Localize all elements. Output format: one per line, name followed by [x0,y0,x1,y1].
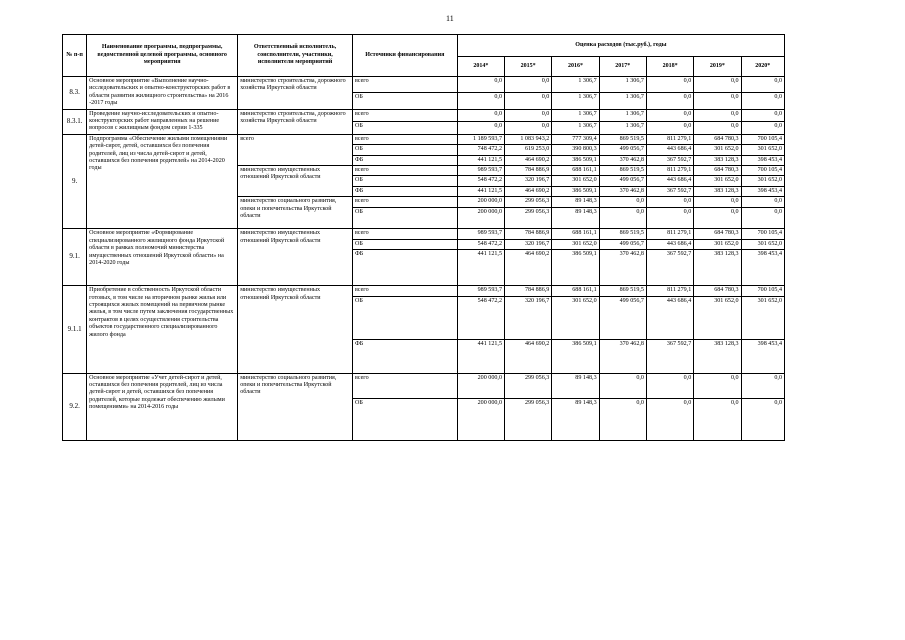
amount-cell: 0,0 [741,373,784,398]
table-row [63,229,785,239]
measure-name: Основное мероприятие «Формирование специализированного жилищного фонда Иркутской области в рамках полномочий министерства имущественных отношений Иркутской области» на 2014-2020 годы [87,229,238,286]
amount-cell: 1 306,7 [552,77,599,93]
amount-cell: 1 306,7 [552,93,599,109]
amount-cell: 1 306,7 [599,122,646,135]
amount-cell: 367 592,7 [646,339,693,373]
amount-cell: 0,0 [457,122,504,135]
amount-cell: 370 462,8 [599,186,646,196]
amount-cell: 0,0 [741,197,784,208]
amount-cell: 301 652,0 [741,239,784,249]
amount-cell: 386 509,1 [552,339,599,373]
amount-cell: 301 652,0 [741,296,784,339]
amount-cell: 386 509,1 [552,250,599,286]
amount-cell: 441 121,5 [457,250,504,286]
amount-cell: 869 519,5 [599,229,646,239]
table-row [63,286,785,296]
amount-cell: 1 083 943,2 [505,134,552,144]
amount-cell: 700 105,4 [741,166,784,176]
amount-cell: 383 128,3 [694,155,741,165]
amount-cell: 370 462,8 [599,155,646,165]
amount-cell: 0,0 [646,398,693,440]
amount-cell: 777 309,4 [552,134,599,144]
amount-cell: 619 253,0 [505,145,552,155]
amount-cell: 869 519,5 [599,166,646,176]
amount-cell: 684 780,3 [694,134,741,144]
amount-cell: 1 306,7 [599,109,646,122]
table-body [63,77,785,441]
amount-cell: 464 690,2 [505,186,552,196]
measure-name: Приобретение в собственность Иркутской области готовых, в том числе на вторичном рынке жилья или строящихся жилых помещений на первичном рынке жилья, в том числе путем заключения государственных контрактов в целях осуществления строительства объектов государственного специализированного жилого фонда [87,286,238,373]
executor-cell: министерство социального развития, опеки и попечительства Иркутской области [238,373,353,440]
measure-name: Основное мероприятие «Учет детей-сирот и детей, оставшихся без попечения родителей, лиц из числа детей-сирот и детей, оставшихся без попечения родителей, которые подлежат обеспечению жилыми помещениями» на 2014-2016 годы [87,373,238,440]
amount-cell: 0,0 [599,373,646,398]
amount-cell: 386 509,1 [552,155,599,165]
header-year: 2015* [505,57,552,77]
amount-cell: 784 886,9 [505,229,552,239]
header-year: 2016* [552,57,599,77]
amount-cell: 0,0 [505,93,552,109]
funding-source: ФБ [352,186,457,196]
amount-cell: 0,0 [741,208,784,229]
amount-cell: 0,0 [646,93,693,109]
table-row [63,77,785,93]
amount-cell: 811 279,1 [646,166,693,176]
amount-cell: 1 189 593,7 [457,134,504,144]
amount-cell: 688 161,1 [552,286,599,296]
funding-source: всего [352,373,457,398]
executor-cell: министерство строительства, дорожного хозяйства Иркутской области [238,77,353,110]
funding-source: ОБ [352,145,457,155]
funding-source: ОБ [352,296,457,339]
amount-cell: 0,0 [741,122,784,135]
amount-cell: 989 593,7 [457,229,504,239]
header-no: № п-п [63,35,87,77]
amount-cell: 499 056,7 [599,239,646,249]
amount-cell: 367 592,7 [646,186,693,196]
amount-cell: 398 453,4 [741,155,784,165]
amount-cell: 441 121,5 [457,155,504,165]
amount-cell: 0,0 [599,398,646,440]
amount-cell: 0,0 [694,77,741,93]
measure-name: Основное мероприятие «Выполнение научно-исследовательских и опытно-конструкторских работ в области развития жилищного строительства» на 2016 -2017 годы [87,77,238,110]
header-executor: Ответственный исполнитель, соисполнители, участники, исполнители мероприятий [238,35,353,77]
funding-source: ФБ [352,250,457,286]
amount-cell: 89 148,3 [552,373,599,398]
amount-cell: 1 306,7 [599,93,646,109]
amount-cell: 89 148,3 [552,398,599,440]
amount-cell: 989 593,7 [457,286,504,296]
funding-source: ОБ [352,398,457,440]
row-number: 9.1. [63,229,87,286]
amount-cell: 370 462,8 [599,250,646,286]
measure-name: Подпрограмма «Обеспечение жилыми помещениями детей-сирот, детей, оставшихся без попечения родителей, лиц из числа детей-сирот и детей, оставшихся без попечения родителей» на 2014-2020 годы [87,134,238,228]
table-row [63,134,785,144]
amount-cell: 0,0 [457,93,504,109]
amount-cell: 0,0 [457,109,504,122]
funding-source: всего [352,134,457,144]
header-year: 2017* [599,57,646,77]
amount-cell: 811 279,1 [646,286,693,296]
amount-cell: 0,0 [741,93,784,109]
amount-cell: 0,0 [694,109,741,122]
amount-cell: 386 509,1 [552,186,599,196]
amount-cell: 89 148,3 [552,197,599,208]
row-number: 9.2. [63,373,87,440]
amount-cell: 301 652,0 [694,176,741,186]
header-year: 2020* [741,57,784,77]
table-row [63,109,785,122]
amount-cell: 684 780,3 [694,166,741,176]
amount-cell: 548 472,2 [457,296,504,339]
amount-cell: 398 453,4 [741,339,784,373]
amount-cell: 301 652,0 [741,176,784,186]
amount-cell: 301 652,0 [694,145,741,155]
amount-cell: 301 652,0 [741,145,784,155]
funding-source: ОБ [352,239,457,249]
amount-cell: 0,0 [599,197,646,208]
amount-cell: 464 690,2 [505,155,552,165]
amount-cell: 0,0 [741,109,784,122]
amount-cell: 464 690,2 [505,339,552,373]
funding-source: всего [352,286,457,296]
amount-cell: 464 690,2 [505,250,552,286]
amount-cell: 499 056,7 [599,145,646,155]
header-cost: Оценка расходов (тыс.руб.), годы [457,35,784,57]
amount-cell: 0,0 [694,398,741,440]
funding-source: всего [352,166,457,176]
executor-cell: всего [238,134,353,165]
amount-cell: 443 686,4 [646,239,693,249]
header-year: 2014* [457,57,504,77]
funding-source: ФБ [352,339,457,373]
amount-cell: 700 105,4 [741,134,784,144]
amount-cell: 0,0 [694,197,741,208]
amount-cell: 989 593,7 [457,166,504,176]
amount-cell: 684 780,3 [694,229,741,239]
table-header [63,35,785,77]
executor-cell: министерство имущественных отношений Иркутской области [238,229,353,286]
amount-cell: 0,0 [646,109,693,122]
amount-cell: 299 056,3 [505,208,552,229]
amount-cell: 320 196,7 [505,239,552,249]
amount-cell: 0,0 [646,373,693,398]
funding-source: всего [352,77,457,93]
amount-cell: 784 886,9 [505,166,552,176]
funding-source: ОБ [352,176,457,186]
amount-cell: 441 121,5 [457,339,504,373]
amount-cell: 200 000,0 [457,208,504,229]
amount-cell: 0,0 [646,208,693,229]
amount-cell: 811 279,1 [646,229,693,239]
amount-cell: 299 056,3 [505,398,552,440]
amount-cell: 684 780,3 [694,286,741,296]
amount-cell: 499 056,7 [599,176,646,186]
amount-cell: 0,0 [694,122,741,135]
executor-cell: министерство имущественных отношений Иркутской области [238,166,353,197]
amount-cell: 383 128,3 [694,250,741,286]
amount-cell: 700 105,4 [741,229,784,239]
amount-cell: 383 128,3 [694,186,741,196]
amount-cell: 320 196,7 [505,176,552,186]
amount-cell: 869 519,5 [599,286,646,296]
funding-source: всего [352,229,457,239]
amount-cell: 443 686,4 [646,176,693,186]
funding-source: всего [352,109,457,122]
amount-cell: 370 462,8 [599,339,646,373]
row-number: 9.1.1 [63,286,87,373]
amount-cell: 548 472,2 [457,239,504,249]
amount-cell: 0,0 [741,398,784,440]
amount-cell: 301 652,0 [552,296,599,339]
amount-cell: 200 000,0 [457,398,504,440]
amount-cell: 1 306,7 [599,77,646,93]
funding-source: ОБ [352,208,457,229]
amount-cell: 0,0 [646,197,693,208]
executor-cell: министерство социального развития, опеки и попечительства Иркутской области [238,197,353,229]
amount-cell: 0,0 [505,122,552,135]
header-name: Наименование программы, подпрограммы, ведомственной целевой программы, основного мероприятия [87,35,238,77]
funding-source: ФБ [352,155,457,165]
funding-source: всего [352,197,457,208]
amount-cell: 0,0 [694,208,741,229]
amount-cell: 443 686,4 [646,296,693,339]
amount-cell: 89 148,3 [552,208,599,229]
amount-cell: 0,0 [646,77,693,93]
amount-cell: 0,0 [741,77,784,93]
amount-cell: 0,0 [646,122,693,135]
amount-cell: 398 453,4 [741,250,784,286]
header-year: 2019* [694,57,741,77]
amount-cell: 688 161,1 [552,229,599,239]
amount-cell: 367 592,7 [646,250,693,286]
amount-cell: 200 000,0 [457,197,504,208]
amount-cell: 383 128,3 [694,339,741,373]
amount-cell: 398 453,4 [741,186,784,196]
amount-cell: 443 686,4 [646,145,693,155]
amount-cell: 1 306,7 [552,122,599,135]
measure-name: Проведение научно-исследовательских и опытно-конструкторских работ направленных на решение вопросов с жилищным фондом серии 1-335 [87,109,238,134]
amount-cell: 811 279,1 [646,134,693,144]
amount-cell: 301 652,0 [694,296,741,339]
amount-cell: 0,0 [694,373,741,398]
amount-cell: 548 472,2 [457,176,504,186]
header-source: Источники финансирования [352,35,457,77]
amount-cell: 0,0 [694,93,741,109]
executor-cell: министерство имущественных отношений Иркутской области [238,286,353,373]
amount-cell: 200 000,0 [457,373,504,398]
amount-cell: 301 652,0 [552,239,599,249]
row-number: 8.3. [63,77,87,110]
amount-cell: 869 519,5 [599,134,646,144]
amount-cell: 0,0 [505,109,552,122]
amount-cell: 441 121,5 [457,186,504,196]
amount-cell: 499 056,7 [599,296,646,339]
amount-cell: 299 056,3 [505,197,552,208]
amount-cell: 688 161,1 [552,166,599,176]
amount-cell: 0,0 [505,77,552,93]
row-number: 8.3.1. [63,109,87,134]
amount-cell: 700 105,4 [741,286,784,296]
amount-cell: 301 652,0 [552,176,599,186]
amount-cell: 320 196,7 [505,296,552,339]
amount-cell: 784 886,9 [505,286,552,296]
amount-cell: 390 800,3 [552,145,599,155]
amount-cell: 301 652,0 [694,239,741,249]
amount-cell: 0,0 [457,77,504,93]
table-row [63,373,785,398]
funding-source: ОБ [352,93,457,109]
amount-cell: 748 472,2 [457,145,504,155]
budget-table [62,34,785,441]
executor-cell: министерство строительства, дорожного хозяйства Иркутской области [238,109,353,134]
amount-cell: 299 056,3 [505,373,552,398]
header-year: 2018* [646,57,693,77]
row-number: 9. [63,134,87,228]
amount-cell: 1 306,7 [552,109,599,122]
amount-cell: 367 592,7 [646,155,693,165]
page-number: 11 [446,14,454,23]
funding-source: ОБ [352,122,457,135]
amount-cell: 0,0 [599,208,646,229]
